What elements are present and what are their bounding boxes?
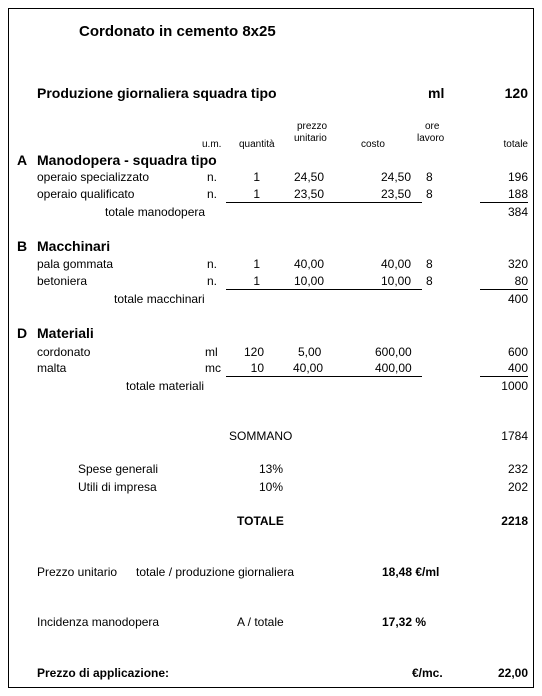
row-cost: 600,00 xyxy=(375,345,412,359)
row-qty: 10 xyxy=(250,361,264,375)
sheet-title: Cordonato in cemento 8x25 xyxy=(79,23,276,40)
row-cost: 40,00 xyxy=(380,257,411,271)
row-desc: cordonato xyxy=(37,345,91,359)
row-cost: 400,00 xyxy=(375,361,412,375)
header-totale: totale xyxy=(503,139,528,150)
header-ore-1: ore xyxy=(425,121,440,132)
prezzo-unitario-value: 18,48 €/ml xyxy=(382,565,440,579)
row-total: 188 xyxy=(507,187,528,201)
prezzo-applicazione-value: 22,00 xyxy=(497,666,528,680)
subtotal-label: totale macchinari xyxy=(114,292,205,306)
incidenza-formula: A / totale xyxy=(237,615,284,629)
row-qty: 120 xyxy=(243,345,264,359)
row-price: 10,00 xyxy=(294,274,325,288)
prezzo-unitario-formula: totale / produzione giornaliera xyxy=(136,565,295,579)
section-a-title: Manodopera - squadra tipo xyxy=(37,152,217,168)
row-desc: betoniera xyxy=(37,274,88,288)
row-total: 400 xyxy=(507,361,528,375)
prezzo-unitario-label: Prezzo unitario xyxy=(37,565,118,579)
row-qty: 1 xyxy=(253,257,260,271)
section-d-letter: D xyxy=(17,325,28,341)
row-hours: 8 xyxy=(426,187,433,201)
row-um: n. xyxy=(207,170,218,184)
subtotal-label: totale materiali xyxy=(126,379,205,393)
subtotal-value: 400 xyxy=(507,292,528,306)
row-cost: 23,50 xyxy=(380,187,411,201)
production-value: 120 xyxy=(504,85,528,101)
row-desc: malta xyxy=(37,361,67,375)
spese-generali-value: 232 xyxy=(507,462,528,476)
subtotal-rule xyxy=(480,202,528,203)
production-label: Produzione giornaliera squadra tipo xyxy=(37,85,277,101)
incidenza-label: Incidenza manodopera xyxy=(37,615,160,629)
header-prezzo-2: unitario xyxy=(294,133,327,144)
row-desc: operaio specializzato xyxy=(37,170,150,184)
row-total: 600 xyxy=(507,345,528,359)
spese-generali-pct: 13% xyxy=(259,462,284,476)
section-d-title: Materiali xyxy=(37,325,94,341)
subtotal-rule xyxy=(480,376,528,377)
subtotal-rule xyxy=(226,202,422,203)
header-prezzo-1: prezzo xyxy=(297,121,328,132)
incidenza-value: 17,32 % xyxy=(382,615,427,629)
subtotal-value: 1000 xyxy=(501,379,528,393)
row-desc: pala gommata xyxy=(37,257,114,271)
row-hours: 8 xyxy=(426,274,433,288)
prezzo-applicazione-unit: €/mc. xyxy=(412,666,443,680)
header-costo: costo xyxy=(361,139,385,150)
subtotal-label: totale manodopera xyxy=(105,205,206,219)
section-a-letter: A xyxy=(17,152,28,168)
totale-value: 2218 xyxy=(501,514,528,528)
section-b-letter: B xyxy=(17,238,28,254)
row-um: n. xyxy=(207,257,218,271)
row-qty: 1 xyxy=(253,187,260,201)
utili-value: 202 xyxy=(507,480,528,494)
production-unit: ml xyxy=(428,85,445,101)
sommano-label: SOMMANO xyxy=(229,429,293,443)
row-um: n. xyxy=(207,274,218,288)
row-price: 5,00 xyxy=(298,345,322,359)
subtotal-value: 384 xyxy=(507,205,528,219)
spese-generali-label: Spese generali xyxy=(78,462,159,476)
row-price: 24,50 xyxy=(294,170,325,184)
prezzo-applicazione-label: Prezzo di applicazione: xyxy=(37,666,170,680)
header-ore-2: lavoro xyxy=(417,133,445,144)
subtotal-rule xyxy=(226,289,422,290)
row-price: 40,00 xyxy=(293,361,324,375)
row-desc: operaio qualificato xyxy=(37,187,135,201)
section-b-title: Macchinari xyxy=(37,238,111,254)
row-total: 320 xyxy=(507,257,528,271)
row-um: ml xyxy=(205,345,218,359)
row-total: 196 xyxy=(507,170,528,184)
sommano-value: 1784 xyxy=(501,429,528,443)
utili-label: Utili di impresa xyxy=(78,480,157,494)
row-hours: 8 xyxy=(426,257,433,271)
subtotal-rule xyxy=(226,376,422,377)
header-quantita: quantità xyxy=(239,139,275,150)
row-hours: 8 xyxy=(426,170,433,184)
row-um: mc xyxy=(205,361,221,375)
row-cost: 24,50 xyxy=(380,170,411,184)
row-total: 80 xyxy=(514,274,528,288)
totale-label: TOTALE xyxy=(237,514,284,528)
row-price: 40,00 xyxy=(294,257,325,271)
row-qty: 1 xyxy=(253,170,260,184)
row-um: n. xyxy=(207,187,218,201)
utili-pct: 10% xyxy=(259,480,284,494)
row-qty: 1 xyxy=(253,274,260,288)
row-cost: 10,00 xyxy=(380,274,411,288)
header-um: u.m. xyxy=(202,139,222,150)
subtotal-rule xyxy=(480,289,528,290)
row-price: 23,50 xyxy=(294,187,325,201)
